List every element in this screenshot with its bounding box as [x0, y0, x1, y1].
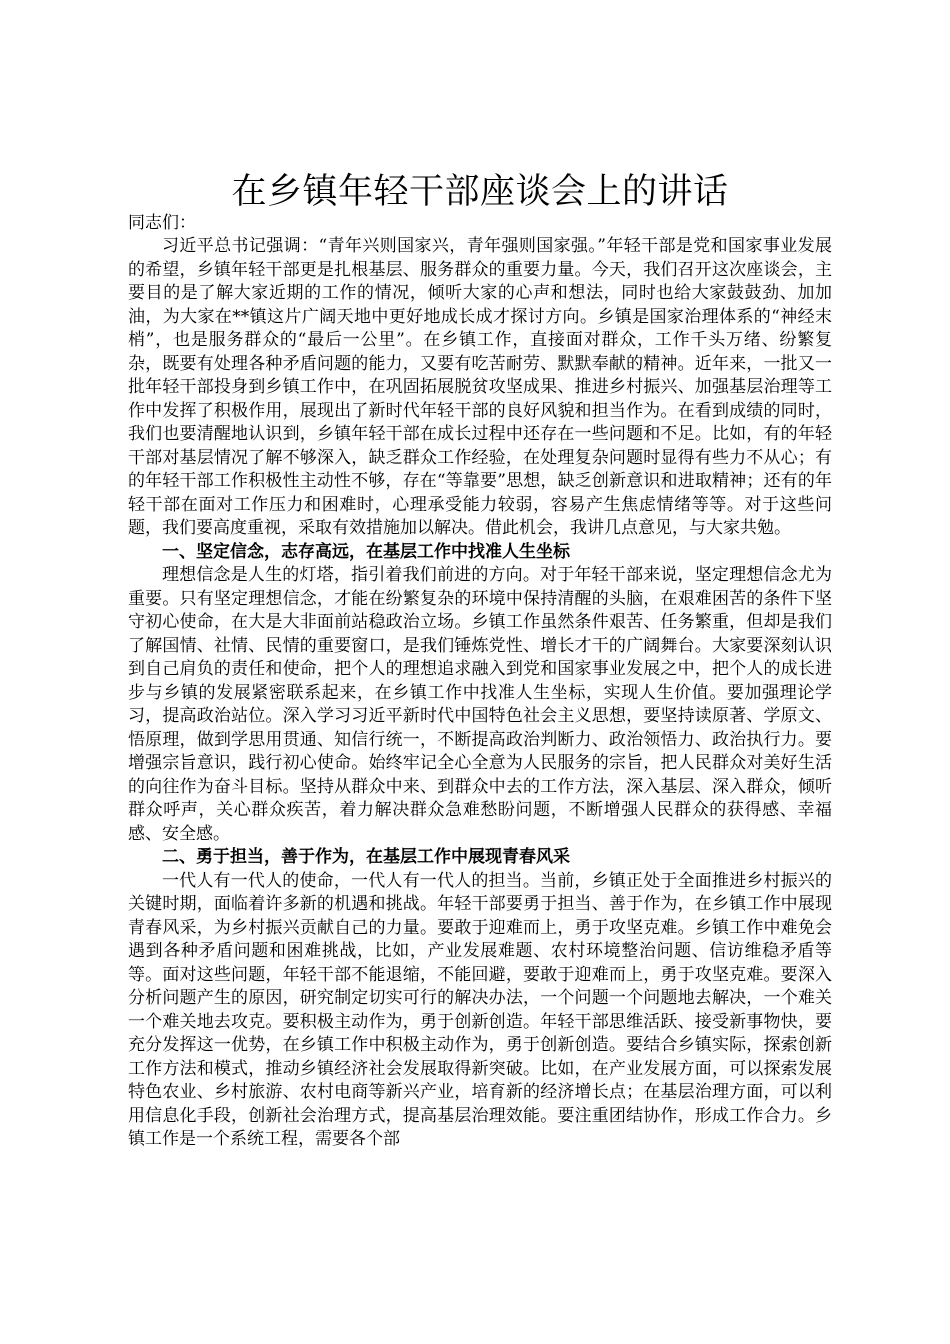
- salutation: 同志们：: [128, 213, 196, 233]
- section-1-heading: 一、坚定信念，志存高远，在基层工作中找准人生坐标: [162, 541, 570, 562]
- document-page: [128, 168, 832, 1152]
- document-title: 在乡镇年轻干部座谈会上的讲话: [231, 172, 729, 212]
- section-1-paragraph: 理想信念是人生的灯塔，指引着我们前进的方向。对于年轻干部来说，坚定理想信念尤为重要。只有坚定理想信念，才能在纷繁复杂的环境中保持清醒的头脑，在艰难困苦的条件下坚守初心使命，在大是大非面前站稳政治立场。乡镇工作虽然条件艰苦、任务繁重，但却是我们了解国情、社情、民情的重要窗口，是我们锤炼党性、增长才干的广阔舞台。大家要深刻认识到自己肩负的责任和使命，把个人的理想追求融入到党和国家事业发展之中，把个人的成长进步与乡镇的发展紧密联系起来，在乡镇工作中找准人生坐标，实现人生价值。要加强理论学习，提高政治站位。深入学习习近平新时代中国特色社会主义思想，要坚持读原著、学原文、悟原理，做到学思用贯通、知信行统一，不断提高政治判断力、政治领悟力、政治执行力。要增强宗旨意识，践行初心使命。始终牢记全心全意为人民服务的宗旨，把人民群众对美好生活的向往作为奋斗目标。坚持从群众中来、到群众中去的工作方法，深入基层、深入群众，倾听群众呼声，关心群众疾苦，着力解决群众急难愁盼问题，不断增强人民群众的获得感、幸福感、安全感。: [128, 565, 832, 844]
- section-2-heading: 二、勇于担当，善于作为，在基层工作中展现青春风采: [162, 847, 570, 867]
- section-2-paragraph: 一代人有一代人的使命，一代人有一代人的担当。当前，乡镇正处于全面推进乡村振兴的关键时期，面临着许多新的机遇和挑战。年轻干部要勇于担当、善于作为，在乡镇工作中展现青春风采，为乡村振兴贡献自己的力量。要敢于迎难而上，勇于攻坚克难。乡镇工作中难免会遇到各种矛盾问题和困难挑战，比如，产业发展难题、农村环境整治问题、信访维稳矛盾等等。面对这些问题，年轻干部不能退缩，不能回避，要敢于迎难而上，勇于攻坚克难。要深入分析问题产生的原因，研究制定切实可行的解决办法，一个问题一个问题地去解决，一个难关一个难关地去攻克。要积极主动作为，勇于创新创造。年轻干部思维活跃、接受新事物快，要充分发挥这一优势，在乡镇工作中积极主动作为，勇于创新创造。要结合乡镇实际，探索创新工作方法和模式，推动乡镇经济社会发展取得新突破。比如，在产业发展方面，可以探索发展特色农业、乡村旅游、农村电商等新兴产业，培育新的经济增长点；在基层治理方面，可以利用信息化手段，创新社会治理方式，提高基层治理效能。要注重团结协作，形成工作合力。乡镇工作是一个系统工程，需要各个部: [128, 870, 832, 1149]
- intro-paragraph: 习近平总书记强调：“青年兴则国家兴，青年强则国家强。”年轻干部是党和国家事业发展的希望，乡镇年轻干部更是扎根基层、服务群众的重要力量。今天，我们召开这次座谈会，主要目的是了解大家近期的工作的情况，倾听大家的心声和想法，同时也给大家鼓鼓劲、加加油，为大家在**镇这片广阔天地中更好地成长成才探讨方向。乡镇是国家治理体系的“神经末梢”，也是服务群众的“最后一公里”。在乡镇工作，直接面对群众，工作千头万绪、纷繁复杂，既要有处理各种矛盾问题的能力，又要有吃苦耐劳、默默奉献的精神。近年来，一批又一批年轻干部投身到乡镇工作中，在巩固拓展脱贫攻坚成果、推进乡村振兴、加强基层治理等工作中发挥了积极作用，展现出了新时代年轻干部的良好风貌和担当作为。在看到成绩的同时，我们也要清醒地认识到，乡镇年轻干部在成长过程中还存在一些问题和不足。比如，有的年轻干部对基层情况了解不够深入，缺乏群众工作经验，在处理复杂问题时显得有些力不从心；有的年轻干部工作积极性主动性不够，存在“等靠要”思想，缺乏创新意识和进取精神；还有的年轻干部在面对工作压力和困难时，心理承受能力较弱，容易产生焦虑情绪等等。对于这些问题，我们要高度重视，采取有效措施加以解决。借此机会，我讲几点意见，与大家共勉。: [128, 236, 832, 538]
